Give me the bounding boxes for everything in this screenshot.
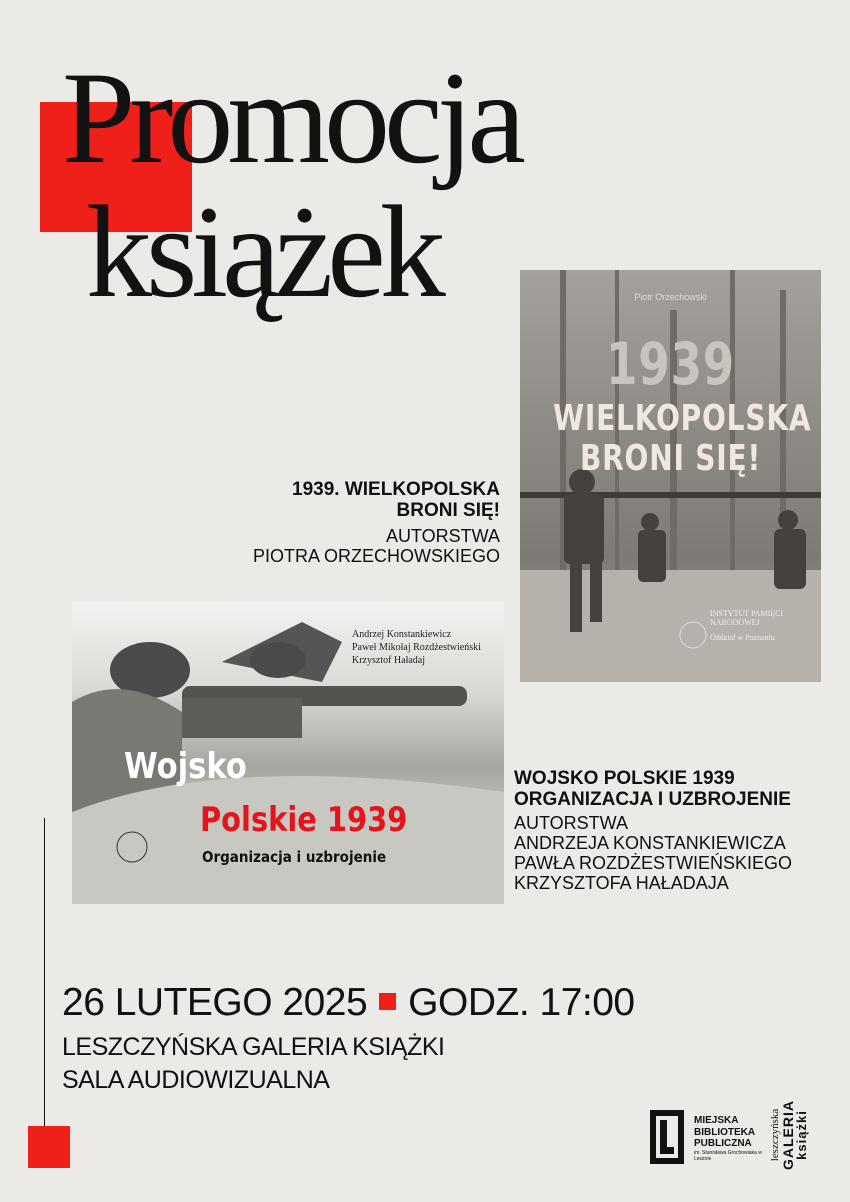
- book1-cover-publisher-2: NARODOWEJ: [710, 617, 760, 627]
- library-logo: [650, 1108, 770, 1166]
- book2-cover-subtitle: Organizacja i uzbrojenie: [202, 848, 387, 866]
- gallery-logo-line-3: książki: [794, 1110, 809, 1160]
- book2-cover-title-1: Wojsko: [124, 746, 247, 787]
- gallery-logo-line-1: leszczyńska: [769, 1108, 781, 1162]
- book1-byline: AUTORSTWA: [385, 525, 500, 546]
- library-patron: im. Stanisława Grochowiaka w Lesznie: [694, 1149, 762, 1162]
- gallery-logo: [764, 1094, 814, 1176]
- book2-cover-authors: [352, 628, 481, 667]
- book1-cover-publisher-1: INSTYTUT PAMIĘCI: [710, 609, 784, 618]
- book1-cover-publisher-3: Oddział w Poznaniu: [710, 632, 775, 642]
- book2-cover-author-3: Krzysztof Haładaj: [352, 655, 426, 666]
- gallery-logo-line-2: GALERIA: [780, 1100, 796, 1170]
- page-title-line-2: książek: [86, 178, 440, 325]
- book1-cover-year: 1939: [605, 330, 736, 398]
- book2-title-1: WOJSKO POLSKIE 1939: [514, 768, 735, 789]
- book1-cover: [520, 270, 821, 682]
- book2-author-2: PAWŁA ROZDŻESTWIEŃSKIEGO: [514, 852, 793, 873]
- event-room: SALA AUDIOWIZUALNA: [62, 1066, 330, 1094]
- book1-cover-publisher: [710, 610, 783, 642]
- event-date: 26 LUTEGO 2025: [62, 981, 368, 1024]
- book1-title: 1939. WIELKOPOLSKA BRONI SIĘ!: [292, 479, 500, 522]
- book2-title-2: ORGANIZACJA I UZBROJENIE: [514, 789, 791, 811]
- library-mark-icon: [650, 1110, 684, 1164]
- book2-author-3: KRZYSZTOFA HAŁADAJA: [514, 873, 729, 893]
- event-date-time: [62, 981, 635, 1025]
- book2-cover-author-2: Paweł Mikołaj Rozdżestwieński: [352, 642, 481, 653]
- book1-description: [180, 479, 500, 566]
- event-venue: LESZCZYŃSKA GALERIA KSIĄŻKI: [62, 1033, 445, 1061]
- book1-cover-title-1: WIELKOPOLSKA: [553, 398, 812, 439]
- book1-author: PIOTRA ORZECHOWSKIEGO: [252, 545, 500, 566]
- library-name-2: BIBLIOTEKA: [694, 1126, 756, 1138]
- library-name: [694, 1115, 770, 1162]
- book2-cover: [72, 602, 504, 904]
- red-accent-square-small: [28, 1126, 70, 1168]
- book2-byline: AUTORSTWA: [514, 812, 629, 833]
- library-name-3: PUBLICZNA: [694, 1138, 752, 1149]
- book2-description: [514, 768, 844, 893]
- page-title-line-1: Promocja: [62, 44, 520, 191]
- book1-cover-title-2: BRONI SIĘ!: [579, 438, 762, 479]
- library-name-1: MIEJSKA: [694, 1115, 739, 1126]
- vertical-divider: [44, 818, 45, 1128]
- book2-cover-author-1: Andrzej Konstankiewicz: [352, 629, 452, 640]
- red-separator-square: [379, 993, 396, 1010]
- event-time: GODZ. 17:00: [408, 981, 635, 1024]
- book2-cover-title-2: Polskie 1939: [200, 800, 408, 840]
- book1-cover-author: Piotr Orzechowski: [634, 292, 707, 302]
- book2-author-1: ANDRZEJA KONSTANKIEWICZA: [514, 832, 786, 853]
